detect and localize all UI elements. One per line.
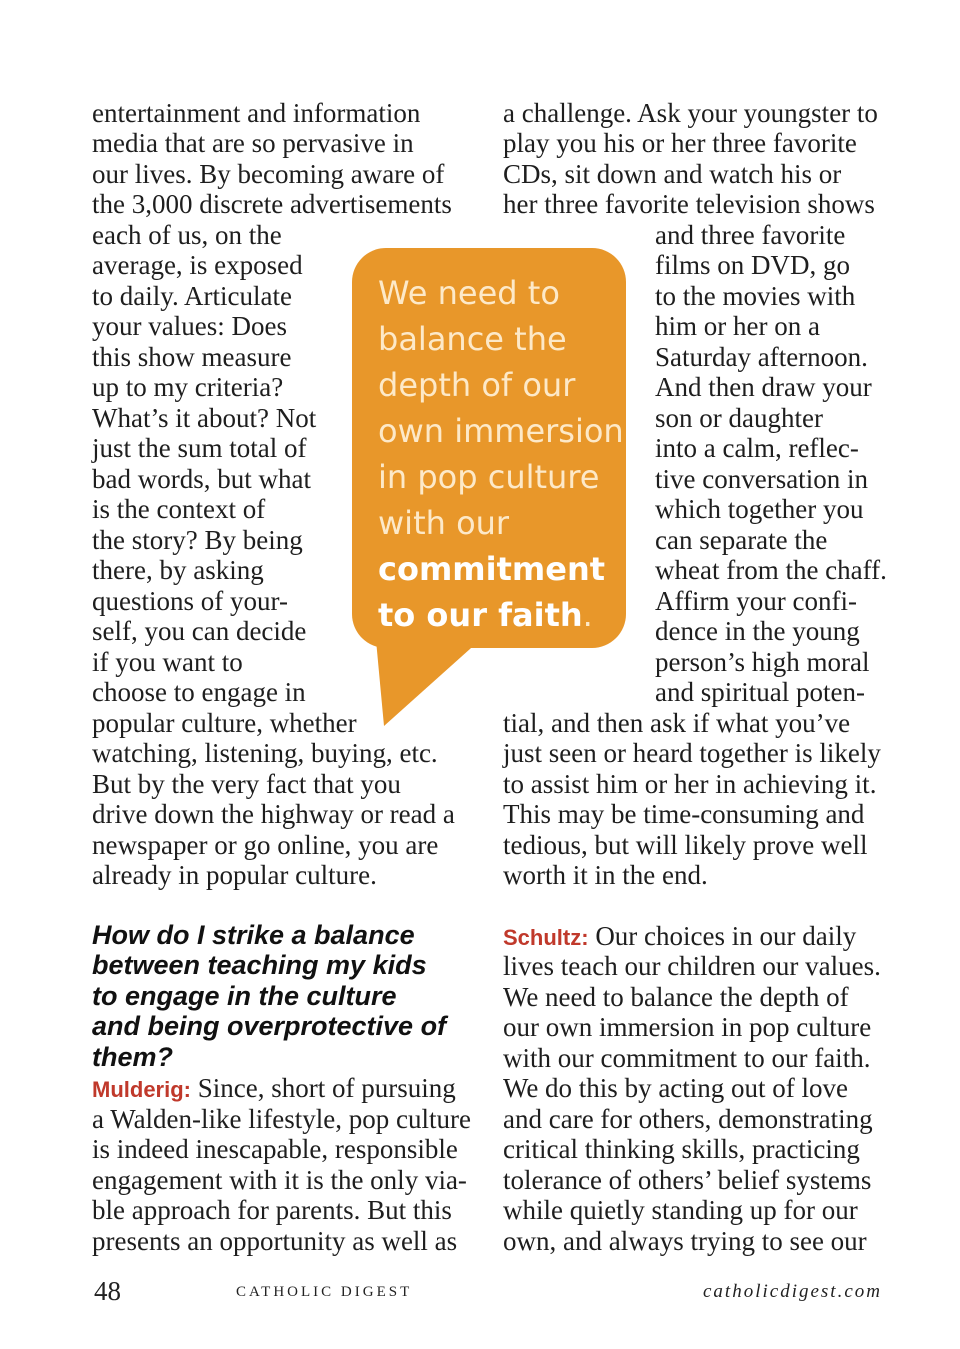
speaker-mulderig: Mulderig: xyxy=(92,1077,191,1102)
answer-line: while quietly standing up for our xyxy=(503,1195,858,1225)
question-line: to engage in the culture xyxy=(92,981,397,1011)
body-line: drive down the highway or read a xyxy=(92,799,455,829)
quote-line: with our xyxy=(378,504,510,542)
body-line: a challenge. Ask your youngster to xyxy=(503,98,878,128)
body-line: worth it in the end. xyxy=(503,860,708,890)
answer-line: lives teach our children our values. xyxy=(503,951,881,981)
quote-end-punct: . xyxy=(582,596,593,634)
question-line: How do I strike a balance xyxy=(92,920,415,950)
body-line: popular culture, whether xyxy=(92,708,357,738)
body-line: entertainment and information xyxy=(92,98,421,128)
body-line: media that are so pervasive in xyxy=(92,128,414,158)
body-line: wheat from the chaff. xyxy=(655,555,887,585)
page-number: 48 xyxy=(94,1276,121,1306)
question-line: between teaching my kids xyxy=(92,950,427,980)
quote-line: balance the xyxy=(378,320,567,358)
body-line: already in popular culture. xyxy=(92,860,377,890)
body-line: And then draw your xyxy=(655,372,872,402)
body-line: CDs, sit down and watch his or xyxy=(503,159,842,189)
body-line: her three favorite television shows xyxy=(503,189,875,219)
body-line: to assist him or her in achieving it. xyxy=(503,769,877,799)
body-line: the 3,000 discrete advertisements xyxy=(92,189,452,219)
answer-line: with our commitment to our faith. xyxy=(503,1043,871,1073)
answer-line xyxy=(92,1073,456,1105)
body-line: just the sum total of xyxy=(92,433,307,463)
answer-line: our own immersion in pop culture xyxy=(503,1012,872,1042)
quote-line: depth of our xyxy=(378,366,576,404)
body-line: to the movies with xyxy=(655,281,856,311)
bubble-tail xyxy=(360,640,530,730)
body-line: just seen or heard together is likely xyxy=(503,738,881,768)
body-line: But by the very fact that you xyxy=(92,769,401,799)
body-line: to daily. Articulate xyxy=(92,281,292,311)
body-line: the story? By being xyxy=(92,525,303,555)
body-line: and spiritual poten- xyxy=(655,677,865,707)
answer-line: is indeed inescapable, responsible xyxy=(92,1134,458,1164)
body-line: dence in the young xyxy=(655,616,860,646)
body-line: films on DVD, go xyxy=(655,250,850,280)
answer-line: We need to balance the depth of xyxy=(503,982,849,1012)
body-line: and three favorite xyxy=(655,220,846,250)
answer-line: critical thinking skills, practicing xyxy=(503,1134,860,1164)
quote-bold-line: commitment xyxy=(378,550,606,588)
quote-line: in pop culture xyxy=(378,458,600,496)
answer-line: ble approach for parents. But this xyxy=(92,1195,452,1225)
body-line: What’s it about? Not xyxy=(92,403,317,433)
body-line: tedious, but will likely prove well xyxy=(503,830,868,860)
answer-line: and care for others, demonstrating xyxy=(503,1104,873,1134)
answer-line: tolerance of others’ belief systems xyxy=(503,1165,872,1195)
answer-line: We do this by acting out of love xyxy=(503,1073,849,1103)
body-line: our lives. By becoming aware of xyxy=(92,159,445,189)
body-line: watching, listening, buying, etc. xyxy=(92,738,438,768)
publication-name: CATHOLIC DIGEST xyxy=(236,1284,413,1300)
body-line: This may be time-consuming and xyxy=(503,799,865,829)
answer-line: own, and always trying to see our xyxy=(503,1226,867,1256)
body-line: self, you can decide xyxy=(92,616,307,646)
body-line: newspaper or go online, you are xyxy=(92,830,439,860)
body-line: your values: Does xyxy=(92,311,287,341)
body-line: there, by asking xyxy=(92,555,264,585)
body-line: into a calm, reflec- xyxy=(655,433,859,463)
body-line: is the context of xyxy=(92,494,266,524)
body-line: son or daughter xyxy=(655,403,823,433)
body-line: person’s high moral xyxy=(655,647,870,677)
body-line: which together you xyxy=(655,494,864,524)
quote-last-line xyxy=(378,592,593,638)
body-line: Affirm your confi- xyxy=(655,586,857,616)
body-line: up to my criteria? xyxy=(92,372,284,402)
body-line: tial, and then ask if what you’ve xyxy=(503,708,851,738)
quote-bold-text: to our faith xyxy=(378,596,583,634)
body-line: average, is exposed xyxy=(92,250,303,280)
website-url: catholicdigest.com xyxy=(703,1281,882,1302)
body-line: choose to engage in xyxy=(92,677,306,707)
answer-line: presents an opportunity as well as xyxy=(92,1226,458,1256)
body-line: each of us, on the xyxy=(92,220,282,250)
body-line: questions of your- xyxy=(92,586,288,616)
body-line: this show measure xyxy=(92,342,292,372)
answer-line xyxy=(503,921,856,953)
body-line: tive conversation in xyxy=(655,464,868,494)
body-line: him or her on a xyxy=(655,311,820,341)
question-line: and being overprotective of xyxy=(92,1011,447,1041)
body-line: if you want to xyxy=(92,647,243,677)
body-line: can separate the xyxy=(655,525,828,555)
quote-line: own immersion xyxy=(378,412,624,450)
answer-text: Since, short of pursuing xyxy=(191,1073,456,1103)
body-line: play you his or her three favorite xyxy=(503,128,857,158)
body-line: Saturday afternoon. xyxy=(655,342,868,372)
answer-text: Our choices in our daily xyxy=(588,921,857,951)
answer-line: a Walden-like lifestyle, pop culture xyxy=(92,1104,471,1134)
body-line: bad words, but what xyxy=(92,464,311,494)
question-line: them? xyxy=(92,1042,173,1072)
quote-line: We need to xyxy=(378,274,560,312)
answer-line: engagement with it is the only via- xyxy=(92,1165,467,1195)
speaker-schultz: Schultz: xyxy=(503,925,589,950)
